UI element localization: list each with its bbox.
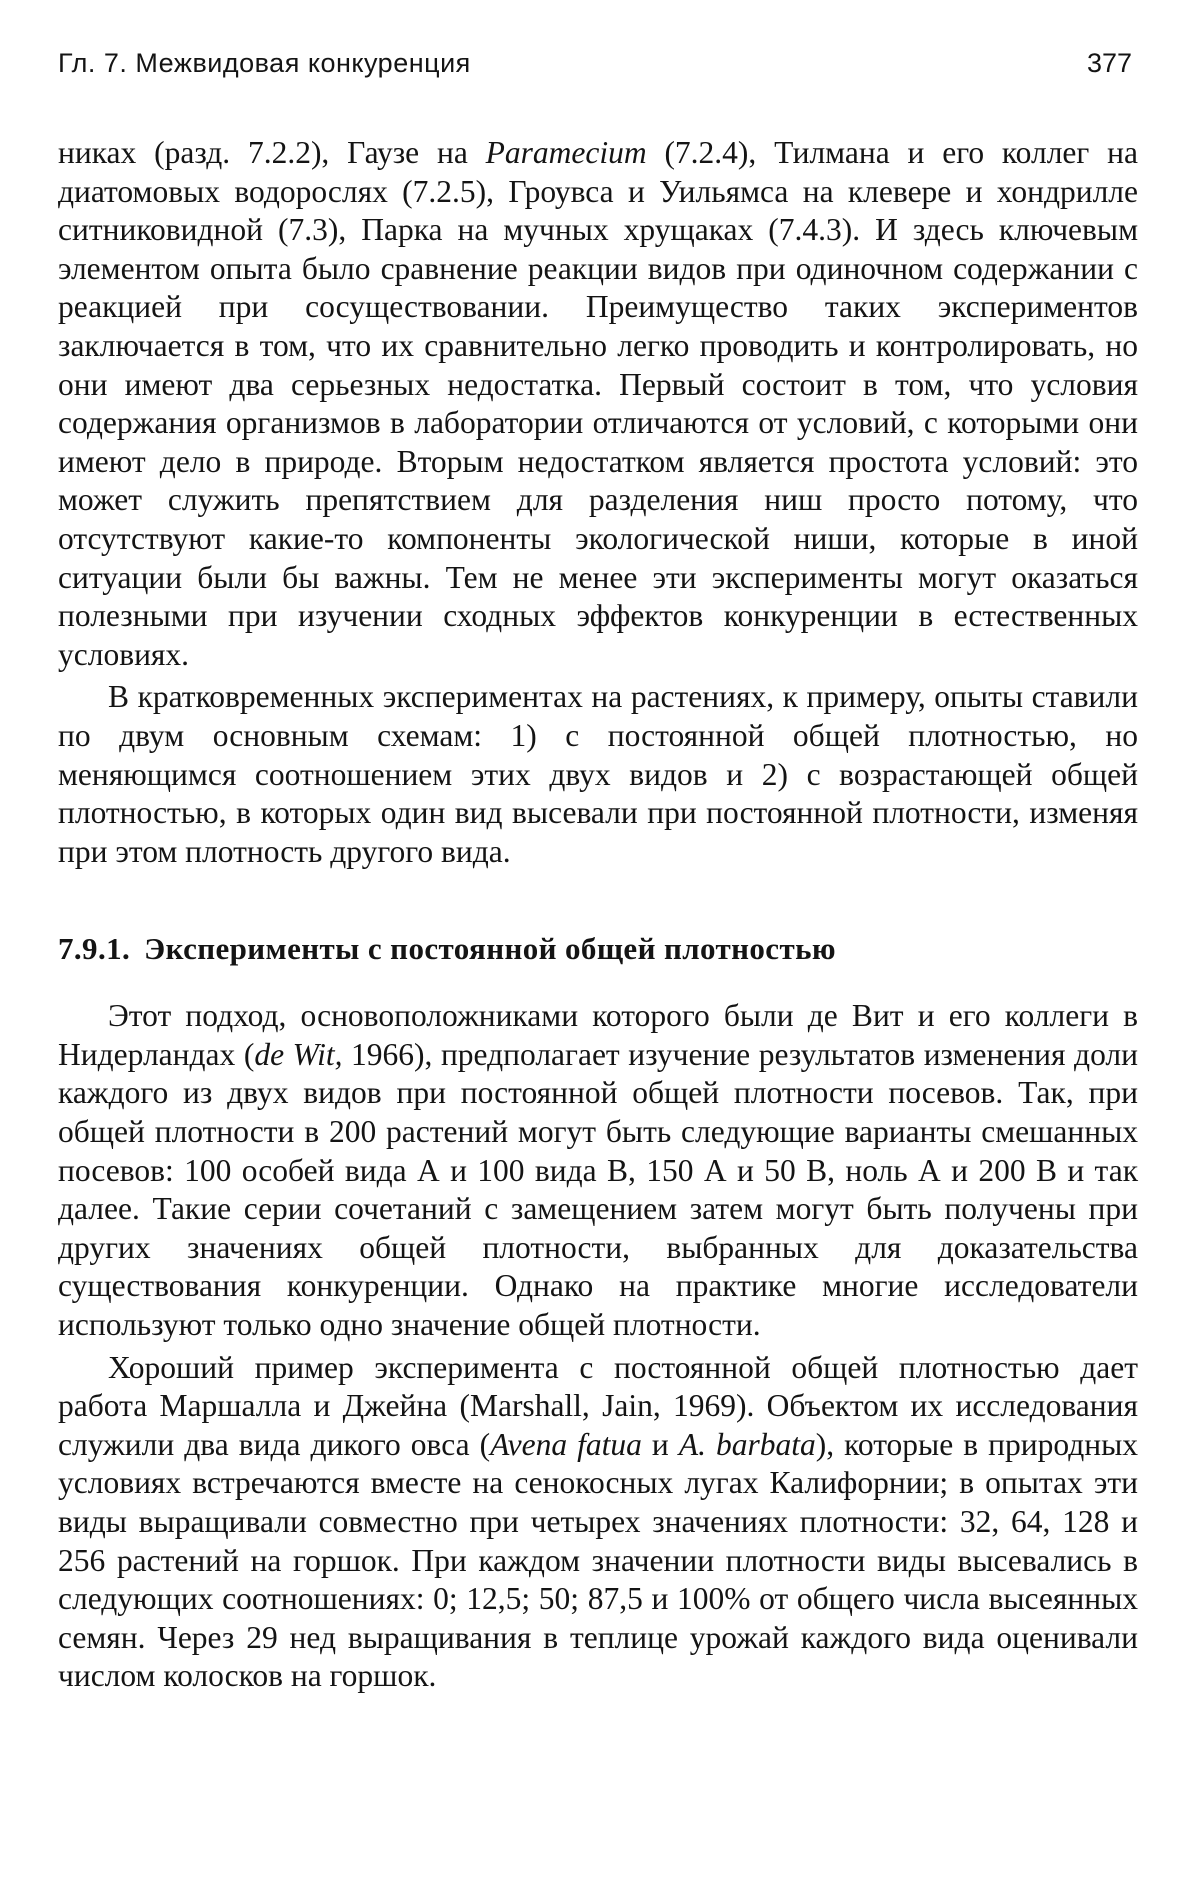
species-name: A. barbata xyxy=(678,1426,816,1462)
paragraph-text: 1966), предполагает изучение результатов изменения доли каждого из двух видов при постоянной общей плотности посевов. Так, при общей плотности в 200 растений могут быть следующие варианты смешанных посевов: 100 особей вида А и 100 вида В, 150 А и 50 В, ноль А и 200 В и так далее. Такие серии сочетаний с замещением затем могут быть получены при других значениях общей плотности, выбранных для доказательства существования конкуренции. Однако на практике многие исследователи используют только одно значение общей плотности. xyxy=(58,1036,1138,1343)
paragraph: В кратковременных экспериментах на растениях, к примеру, опыты ставили по двум основным схемам: 1) с постоянной общей плотностью, но меняющимся соотношением этих двух видов и 2) с возрастающей общей плотностью, в которых один вид высевали при постоянной плотности, изменяя при этом плотность другого вида. xyxy=(58,679,1138,869)
species-name: Paramecium xyxy=(485,135,647,170)
section-title: Эксперименты с постоянной общей плотностью xyxy=(144,931,836,967)
paragraph xyxy=(58,1349,1138,1696)
chapter-title: Гл. 7. Межвидовая конкуренция xyxy=(58,48,471,78)
book-page xyxy=(58,48,1138,1696)
section-number: 7.9.1. xyxy=(58,931,131,967)
species-name: Avena fatua xyxy=(490,1426,642,1462)
paragraph-text: (7.2.4), Тилмана и его коллег на диатомовых водорослях (7.2.5), Гроувса и Уильямса на клевере и хондрилле ситниковидной (7.3), Парка на мучных хрущаках (7.4.3). И здесь ключевым элементом опыта было сравнение реакции видов при одиночном содержании с реакцией при сосуществовании. Преимущество таких экспериментов заключается в том, что их сравнительно легко проводить и контролировать, но они имеют два серьезных недостатка. Первый состоит в том, что условия содержания организмов в лаборатории отличаются от условий, с которыми они имеют дело в природе. Вторым недостатком является простота условий: это может служить препятствием для разделения ниш просто потому, что отсутствуют какие-то компоненты экологической ниши, которые в иной ситуации были бы важны. Тем не менее эти эксперименты могут оказаться полезными при изучении сходных эффектов конкуренции в естественных условиях. xyxy=(58,135,1138,672)
paragraph-text: Этот подход, основоположниками которого были де Вит и его коллеги в Нидерландах ( xyxy=(58,998,1138,1072)
paragraph-text: никах (разд. 7.2.2), Гаузе на xyxy=(58,135,486,170)
author-citation: de Wit, xyxy=(254,1036,343,1072)
paragraph xyxy=(58,997,1138,1344)
page-number: 377 xyxy=(1086,48,1132,78)
paragraph-text: Хороший пример эксперимента с постоянной общей плотностью дает работа Маршалла и Джейна (Marshall, Jain, 1969). Объектом их исследования служили два вида дикого овса ( xyxy=(58,1349,1138,1462)
section-heading xyxy=(58,931,1138,967)
running-head xyxy=(58,48,1138,88)
paragraph-text: и xyxy=(641,1426,679,1462)
paragraph-text: ), которые в природных условиях встречаются вместе на сенокосных лугах Калифорнии; в опытах эти виды выращивали совместно при четырех значениях плотности: 32, 64, 128 и 256 растений на горшок. При каждом значении плотности виды высевались в следующих соотношениях: 0; 12,5; 50; 87,5 и 100% от общего числа высеянных семян. Через 29 нед выращивания в теплице урожай каждого вида оценивали числом колосков на горшок. xyxy=(58,1426,1138,1694)
paragraph-continued xyxy=(58,134,1138,674)
